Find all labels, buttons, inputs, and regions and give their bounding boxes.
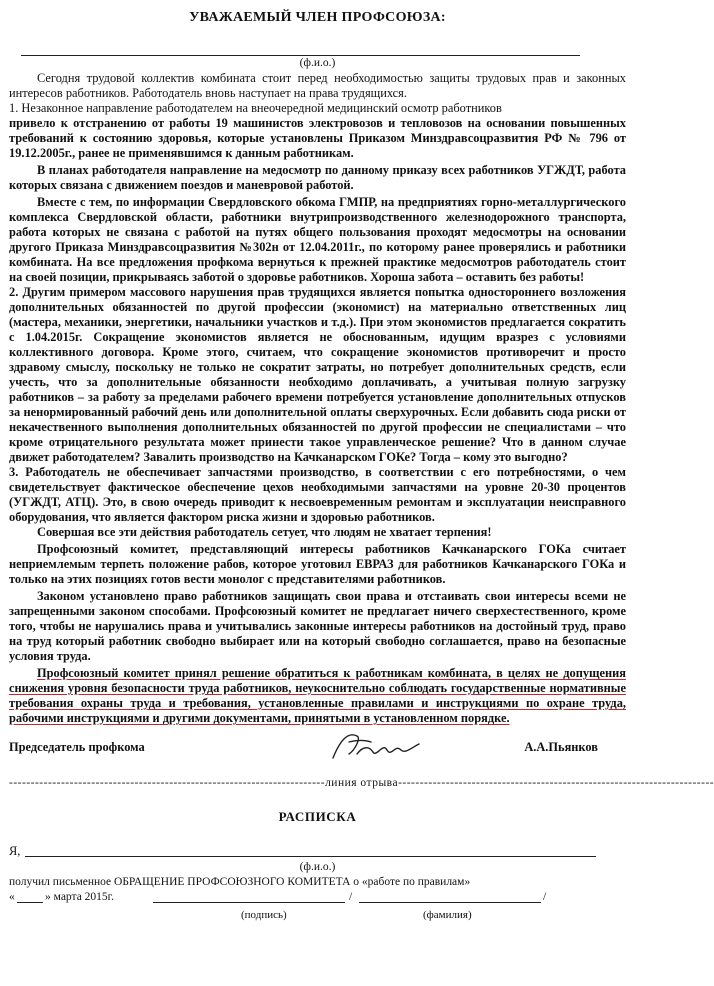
slash-2: / (543, 891, 547, 903)
item1-body: привело к отстранению от работы 19 машинистов электровозов и тепловозов на основании повышенных требований к состоянию здоровья, которые установлены Приказом Минздравсоцразвития РФ № 796 от 19.12.2005г., ранее не применявшимся к данным работникам. (9, 116, 626, 160)
date-day-line (17, 902, 43, 903)
item1-info: Вместе с тем, по информации Свердловского обкома ГМПР, на предприятиях горно-металлургического комплекса Свердловской области, работники внутрипроизводственного железнодорожного транспорта, работа которых не связана с работой на путях общего пользования проходят медосмотры на основании другого Приказа Минздравсоцразвития №302н от 12.04.2011г., по которому ранее проверялись и работники комбината. На все предложения профкома вернуться к прежней практике медосмотров работодатель стоит на своей позиции, прикрываясь заботой о здоровье работников. Хороша забота – оставить без работы! (9, 195, 626, 284)
receipt-received-text: получил письменное ОБРАЩЕНИЕ ПРОФСОЮЗНОГО КОМИТЕТА о «работе по правилам» (9, 876, 471, 888)
surname-label: (фамилия) (423, 909, 472, 921)
decision-paragraph (9, 666, 626, 726)
receipt-fio-label: (ф.и.о.) (299, 861, 336, 873)
date-close-text: » марта 2015г. (45, 891, 114, 903)
fio-line (21, 55, 580, 56)
item1-plans: В планах работодателя направление на медосмотр по данному приказу всех работников УГЖДТ, работа которых связана с движением поездов и маневровой работой. (9, 163, 626, 192)
item3-paragraph: 3. Работодатель не обеспечивает запчастями производство, в соответствии с его потребностями, о чем свидетельствует фактическое обеспечение цехов необходимыми запчастями на уровне 20-30 процентов (УГЖДТ, АТЦ). Это, в свою очередь приводит к несвоевременным ремонтам и эксплуатации неисправного оборудования, что является фактором риска жизни и здоровью работников. (9, 465, 626, 524)
sign-label: (подпись) (241, 909, 287, 921)
decision-text: Профсоюзный комитет принял решение обратиться к работникам комбината, в целях не допущения снижения уровня безопасности труда работников, неукоснительно соблюдать государственные нормативные требования охраны труда и требования, установленные правилами и инструкциями по охране труда, рабочими инструкциями и другими документами, принятыми в установленном порядке. (9, 666, 626, 725)
date-open-quote: « (9, 891, 15, 903)
patience-paragraph: Совершая все эти действия работодатель сетует, что людям не хватает терпения! (37, 525, 492, 539)
page-title: УВАЖАЕМЫЙ ЧЛЕН ПРОФСОЮЗА: (189, 10, 446, 25)
item2-paragraph: 2. Другим примером массового нарушения прав трудящихся является попытка одностороннего возложения дополнительных обязанностей по другой профессии (экономист) на материально ответственных лиц (мастера, механики, энергетики, начальники участков и т.д.). При этом экономистов предлагается сократить с 1.04.2015г. Сокращение экономистов является не обоснованным, идущим вразрез с условиями коллективного договора. Кроме этого, считаем, что сокращение экономистов противоречит и просто здравому смыслу, поскольку не только не сократит затраты, но потребует дополнительных средств, если учесть, что за дополнительные обязанности необходимо доплачивать, а учитывая полную загрузку работников – за работу за пределами рабочего времени потребуется установление дополнительных отпусков за ненормированный рабочий день или дополнительной оплаты сверхурочных. Если добавить сюда риски от некачественного выполнения дополнительных обязанностей по другой профессии не специалистами – что кроме отрицательного результата может принести такое управленческое решение? Что в данном случае движет работодателем? Завалить производство на Качканарском ГОКе? Тогда – кому это выгодно? (9, 285, 626, 464)
receipt-labels-row (9, 906, 626, 922)
cut-line: -------------------------------------------------------------------------линия отрыва------------------------------------------------------------------------- (9, 777, 714, 789)
fio-label: (ф.и.о.) (299, 57, 336, 69)
law-paragraph: Законом установлено право работников защищать свои права и отстаивать свои интересы всеми не запрещенными законом способами. Профсоюзный комитет не предлагает ничего сверхестественного, кроме того, чтобы не нарушались права и учитывались законные интересы работников на достойный труд, право на труд который работник свободно выбирает или на который свободно соглашается, право на безопасные условия труда. (9, 589, 626, 663)
receipt-date-row (9, 890, 626, 906)
receipt-title: РАСПИСКА (278, 809, 357, 824)
cut-line-label: линия отрыва (325, 777, 399, 789)
receipt-name-row (9, 844, 626, 860)
slash-1: / (349, 891, 353, 903)
surname-line (359, 902, 541, 903)
signature-row (9, 732, 626, 766)
chairman-name: А.А.Пьянков (524, 740, 598, 754)
chairman-label: Председатель профкома (9, 740, 145, 754)
receipt-name-line (25, 856, 596, 857)
committee-paragraph: Профсоюзный комитет, представляющий интересы работников Качканарского ГОКа считает неприемлемым терпеть положение рабов, которое уготовил ЕВРАЗ для работников Качканарского ГОКа и только на этих позициях готов вести монолог с представителями работников. (9, 542, 626, 586)
intro-paragraph: Сегодня трудовой коллектив комбината стоит перед необходимостью защиты трудовых прав и законных интересов работников. Работодатель вновь наступает на права трудящихся. (9, 71, 626, 100)
item1-heading: 1. Незаконное направление работодателем на внеочередной медицинский осмотр работников (9, 101, 502, 115)
sign-line (153, 902, 345, 903)
receipt-ya: Я, (9, 844, 21, 858)
handwritten-signature (327, 728, 423, 768)
